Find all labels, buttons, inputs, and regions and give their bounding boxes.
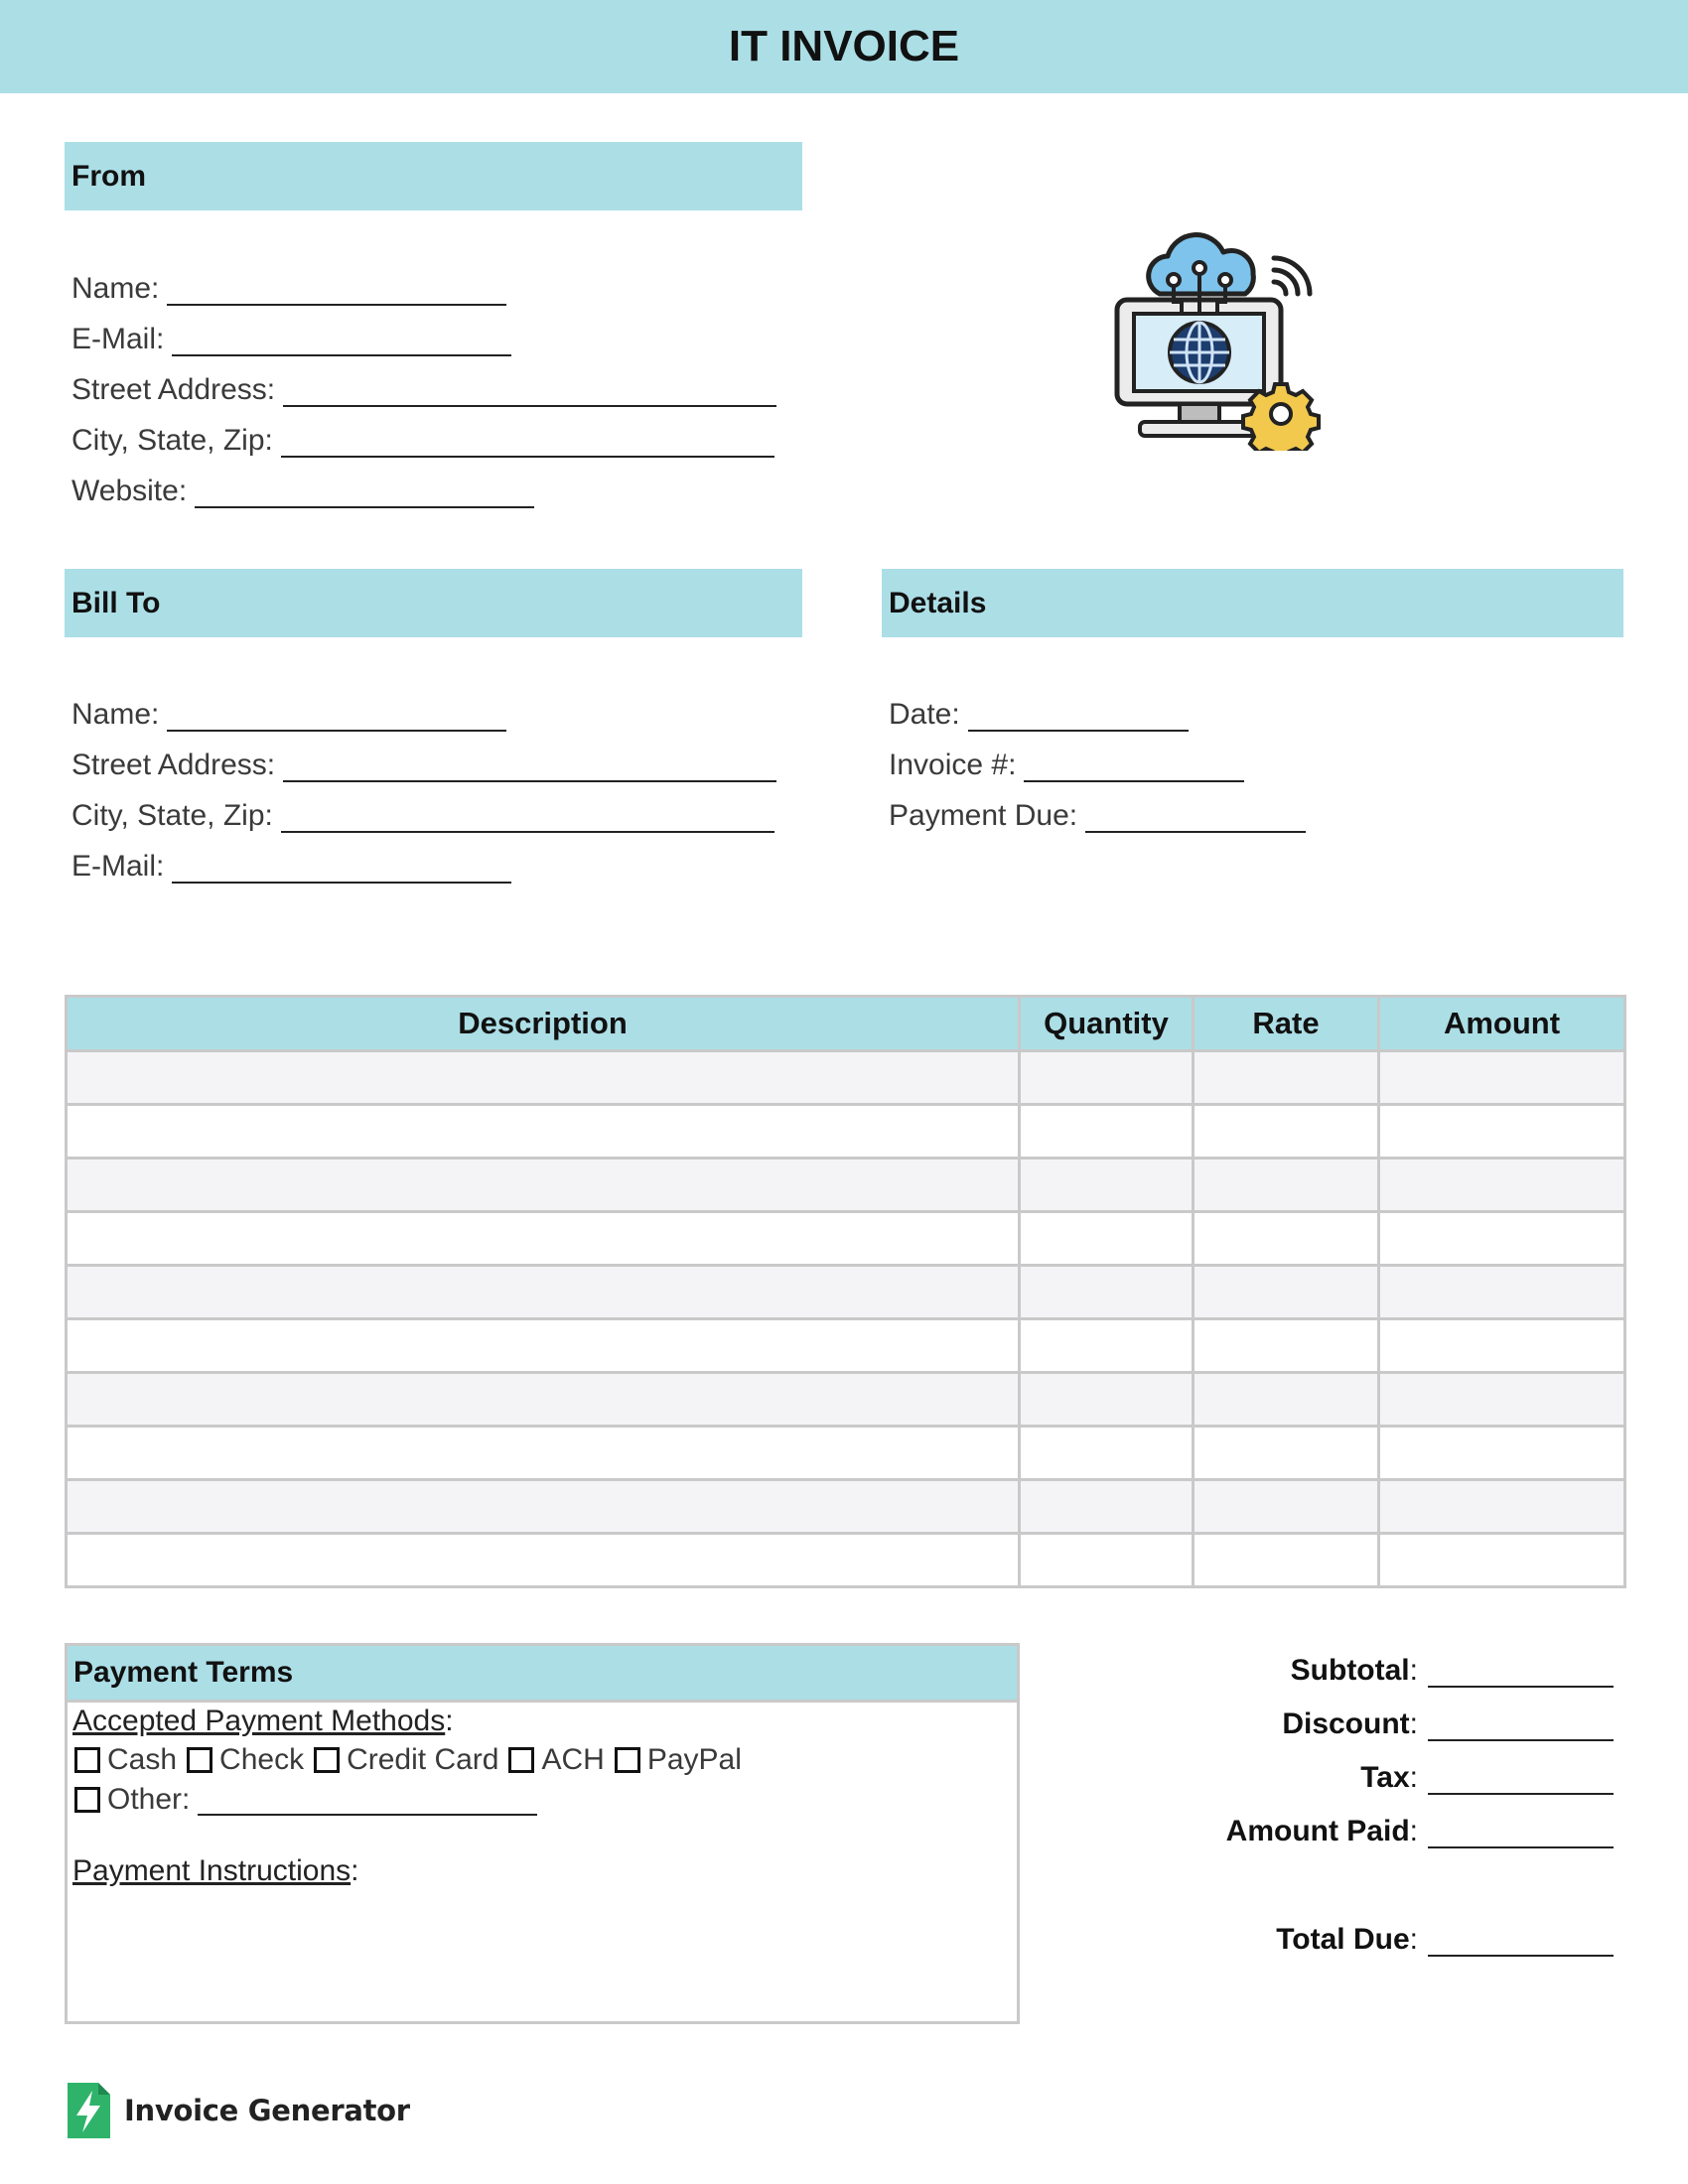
cell-rate[interactable] — [1194, 1534, 1379, 1587]
payment-terms-header — [68, 1646, 1017, 1703]
cell-quantity[interactable] — [1020, 1480, 1194, 1534]
table-row — [67, 1427, 1625, 1480]
bill-to-email-field[interactable] — [71, 844, 511, 884]
from-name-field[interactable] — [71, 266, 506, 306]
date-label: Date: — [889, 698, 960, 731]
bill-to-city-field[interactable] — [71, 793, 774, 833]
payment-due-field[interactable] — [889, 793, 1306, 833]
table-header-row — [67, 997, 1625, 1051]
from-website-label: Website: — [71, 475, 188, 507]
cell-rate[interactable] — [1194, 1051, 1379, 1105]
table-row — [67, 1319, 1625, 1373]
method-paypal-label: PayPal — [646, 1743, 742, 1776]
other-method-row[interactable] — [72, 1783, 537, 1817]
from-heading: From — [71, 159, 146, 193]
table-row — [67, 1480, 1625, 1534]
from-street-field[interactable] — [71, 367, 776, 407]
subtotal-label: Subtotal — [1290, 1654, 1410, 1687]
amount-paid-colon: : — [1409, 1815, 1418, 1847]
subtotal-colon: : — [1409, 1654, 1418, 1687]
cell-description[interactable] — [67, 1319, 1020, 1373]
method-cash-label: Cash — [107, 1743, 178, 1776]
other-label: Other: — [107, 1783, 191, 1816]
from-website-input-line[interactable] — [195, 477, 534, 508]
method-paypal[interactable] — [613, 1743, 742, 1777]
cell-description[interactable] — [67, 1159, 1020, 1212]
from-name-label: Name: — [71, 272, 160, 305]
computer-cloud-globe-gear-icon — [1112, 230, 1326, 451]
accepted-methods-colon: : — [445, 1705, 454, 1737]
cell-amount[interactable] — [1379, 1051, 1625, 1105]
method-credit-card-label: Credit Card — [347, 1743, 499, 1776]
date-field[interactable] — [889, 692, 1189, 732]
cell-quantity[interactable] — [1020, 1105, 1194, 1159]
tax-colon: : — [1409, 1761, 1418, 1794]
payment-methods-row — [72, 1743, 750, 1777]
cell-description[interactable] — [67, 1427, 1020, 1480]
cell-rate[interactable] — [1194, 1212, 1379, 1266]
payment-terms-box — [65, 1643, 1020, 2024]
cell-rate[interactable] — [1194, 1480, 1379, 1534]
cell-description[interactable] — [67, 1212, 1020, 1266]
cell-quantity[interactable] — [1020, 1266, 1194, 1319]
cell-rate[interactable] — [1194, 1427, 1379, 1480]
footer-brand-name: Invoice Generator — [124, 2094, 410, 2127]
payment-due-input-line[interactable] — [1085, 801, 1306, 833]
bill-to-name-input-line[interactable] — [167, 700, 506, 732]
cell-amount[interactable] — [1379, 1212, 1625, 1266]
cell-amount[interactable] — [1379, 1266, 1625, 1319]
total-due-colon: : — [1409, 1923, 1418, 1956]
line-items-table — [65, 995, 1626, 1588]
cash-checkbox[interactable] — [74, 1747, 100, 1773]
total-due-label: Total Due — [1276, 1923, 1410, 1956]
cell-quantity[interactable] — [1020, 1534, 1194, 1587]
from-email-field[interactable] — [71, 317, 511, 356]
cell-description[interactable] — [67, 1480, 1020, 1534]
cell-quantity[interactable] — [1020, 1159, 1194, 1212]
cell-rate[interactable] — [1194, 1105, 1379, 1159]
accepted-methods-heading — [72, 1705, 454, 1738]
tax-label: Tax — [1360, 1761, 1410, 1794]
method-credit-card[interactable] — [312, 1743, 498, 1777]
cell-description[interactable] — [67, 1266, 1020, 1319]
payment-instructions-label: Payment Instructions — [72, 1854, 352, 1887]
table-row — [67, 1159, 1625, 1212]
column-header-rate: Rate — [1194, 997, 1379, 1051]
from-city-field[interactable] — [71, 418, 774, 458]
check-checkbox[interactable] — [187, 1747, 212, 1773]
bill-to-street-input-line[interactable] — [283, 751, 776, 782]
cell-quantity[interactable] — [1020, 1319, 1194, 1373]
from-city-label: City, State, Zip: — [71, 424, 273, 457]
cell-rate[interactable] — [1194, 1373, 1379, 1427]
payment-instructions-colon: : — [351, 1854, 359, 1887]
table-row — [67, 1212, 1625, 1266]
credit-card-checkbox[interactable] — [314, 1747, 340, 1773]
bill-to-name-field[interactable] — [71, 692, 506, 732]
cell-amount[interactable] — [1379, 1105, 1625, 1159]
details-section-header — [882, 569, 1623, 637]
cell-quantity[interactable] — [1020, 1373, 1194, 1427]
cell-description[interactable] — [67, 1051, 1020, 1105]
method-cash[interactable] — [72, 1743, 177, 1777]
table-row — [67, 1051, 1625, 1105]
bill-to-heading: Bill To — [71, 586, 161, 619]
cell-rate[interactable] — [1194, 1159, 1379, 1212]
bill-to-street-field[interactable] — [71, 743, 776, 782]
discount-input-line[interactable] — [1428, 1709, 1614, 1741]
from-website-field[interactable] — [71, 469, 534, 508]
payment-due-label: Payment Due: — [889, 799, 1078, 832]
cell-amount[interactable] — [1379, 1373, 1625, 1427]
cell-amount[interactable] — [1379, 1427, 1625, 1480]
cell-description[interactable] — [67, 1373, 1020, 1427]
table-row — [67, 1266, 1625, 1319]
from-name-input-line[interactable] — [167, 274, 506, 306]
cell-quantity[interactable] — [1020, 1427, 1194, 1480]
table-row — [67, 1373, 1625, 1427]
column-header-amount: Amount — [1379, 997, 1625, 1051]
method-ach-label: ACH — [541, 1743, 605, 1776]
from-email-label: E-Mail: — [71, 323, 165, 355]
from-section-header — [65, 142, 802, 210]
invoice-number-input-line[interactable] — [1024, 751, 1244, 782]
date-input-line[interactable] — [968, 700, 1189, 732]
from-city-input-line[interactable] — [281, 426, 774, 458]
details-heading: Details — [889, 586, 987, 619]
table-body — [67, 1051, 1625, 1587]
method-check[interactable] — [185, 1743, 304, 1777]
cell-description[interactable] — [67, 1105, 1020, 1159]
amount-paid-label: Amount Paid — [1225, 1815, 1410, 1847]
footer-brand[interactable] — [68, 2083, 410, 2138]
from-email-input-line[interactable] — [172, 325, 511, 356]
bill-to-section-header — [65, 569, 802, 637]
lightning-bolt-icon — [68, 2083, 110, 2138]
invoice-number-field[interactable] — [889, 743, 1244, 782]
bill-to-email-input-line[interactable] — [172, 852, 511, 884]
discount-label: Discount — [1282, 1707, 1410, 1740]
column-header-description: Description — [67, 997, 1020, 1051]
column-header-quantity: Quantity — [1020, 997, 1194, 1051]
invoice-title-bar — [0, 0, 1688, 93]
cell-amount[interactable] — [1379, 1159, 1625, 1212]
cell-amount[interactable] — [1379, 1319, 1625, 1373]
payment-terms-heading: Payment Terms — [73, 1656, 294, 1689]
total-due-input-line[interactable] — [1428, 1925, 1614, 1957]
other-input-line[interactable] — [198, 1784, 537, 1816]
paypal-checkbox[interactable] — [615, 1747, 640, 1773]
discount-row[interactable] — [1282, 1702, 1614, 1741]
accepted-methods-label: Accepted Payment Methods — [72, 1705, 446, 1737]
payment-instructions-heading — [72, 1854, 358, 1888]
bill-to-name-label: Name: — [71, 698, 160, 731]
bill-to-city-input-line[interactable] — [281, 801, 774, 833]
subtotal-input-line[interactable] — [1428, 1656, 1614, 1688]
cell-quantity[interactable] — [1020, 1212, 1194, 1266]
from-street-label: Street Address: — [71, 373, 276, 406]
bill-to-email-label: E-Mail: — [71, 850, 165, 883]
tax-row[interactable] — [1360, 1755, 1614, 1795]
cell-rate[interactable] — [1194, 1266, 1379, 1319]
ach-checkbox[interactable] — [508, 1747, 534, 1773]
cell-rate[interactable] — [1194, 1319, 1379, 1373]
bill-to-city-label: City, State, Zip: — [71, 799, 273, 832]
method-check-label: Check — [219, 1743, 305, 1776]
amount-paid-row[interactable] — [1226, 1809, 1614, 1848]
other-checkbox[interactable] — [74, 1787, 100, 1813]
table-row — [67, 1105, 1625, 1159]
amount-paid-input-line[interactable] — [1428, 1817, 1614, 1848]
method-ach[interactable] — [506, 1743, 604, 1777]
page-title: IT INVOICE — [728, 22, 960, 70]
discount-colon: : — [1409, 1707, 1418, 1740]
subtotal-row[interactable] — [1291, 1648, 1614, 1688]
cell-description[interactable] — [67, 1534, 1020, 1587]
cell-quantity[interactable] — [1020, 1051, 1194, 1105]
total-due-row[interactable] — [1276, 1917, 1614, 1957]
bill-to-street-label: Street Address: — [71, 749, 276, 781]
tax-input-line[interactable] — [1428, 1763, 1614, 1795]
invoice-number-label: Invoice #: — [889, 749, 1017, 781]
table-row — [67, 1534, 1625, 1587]
cell-amount[interactable] — [1379, 1480, 1625, 1534]
cell-amount[interactable] — [1379, 1534, 1625, 1587]
from-street-input-line[interactable] — [283, 375, 776, 407]
